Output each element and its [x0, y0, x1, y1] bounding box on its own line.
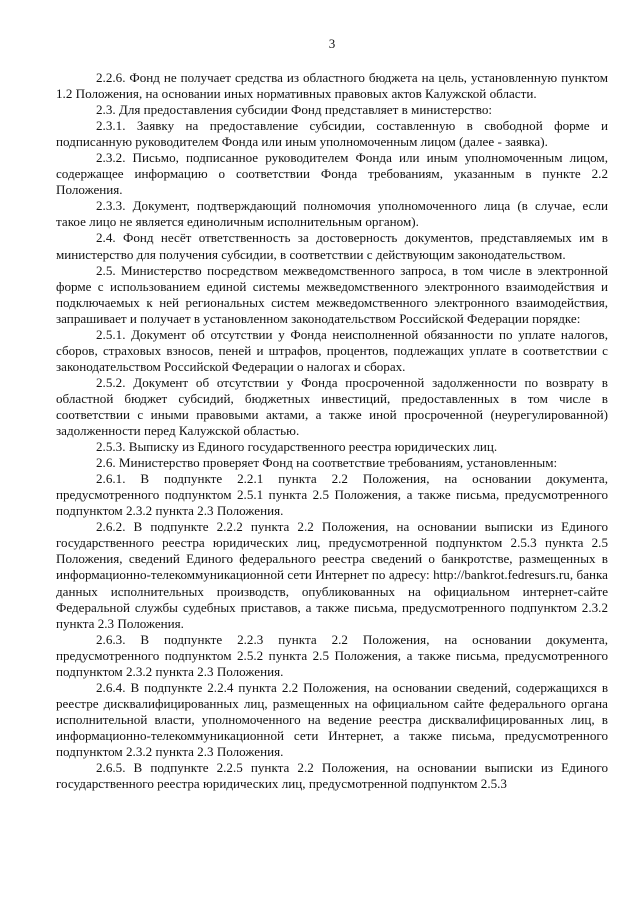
paragraph-2-6: 2.6. Министерство проверяет Фонд на соответствие требованиям, установленным: — [96, 455, 558, 471]
paragraph-2-3: 2.3. Для предоставления субсидии Фонд представляет в министерство: — [96, 102, 493, 118]
paragraph-2-4: 2.4. Фонд несёт ответственность за достоверность документов, представляемых им в министерство для получения субсидии, в соответствии с действующим законодательством. — [56, 230, 608, 262]
paragraph-2-6-2: 2.6.2. В подпункте 2.2.2 пункта 2.2 Положения, на основании выписки из Единого государственного реестра юридических лиц, предусмотренной подпунктом 2.5.3 пункта 2.5 Положения, сведений Единого федерального реестра сведений о банкротстве, размещенных в информационно-телекоммуникационной сети Интернет по адресу: http://bankrot.fedresurs.ru, банка данных исполнительных производств, опубликованных на официальном интернет-сайте Федеральной службы судебных приставов, а также письма, предусмотренного подпунктом 2.3.2 пункта 2.3 Положения. — [56, 519, 608, 631]
paragraph-2-5: 2.5. Министерство посредством межведомственного запроса, в том числе в электронной форме с использованием единой системы межведомственного электронного взаимодействия и подключаемых к ней региональных систем межведомственного электронного взаимодействия, запрашивает и получает в установленном законодательством Российской Федерации порядке: — [56, 262, 608, 326]
page-number: 3 — [328, 36, 336, 51]
paragraph-2-5-3: 2.5.3. Выписку из Единого государственного реестра юридических лиц. — [96, 439, 498, 455]
paragraph-2-6-5: 2.6.5. В подпункте 2.2.5 пункта 2.2 Положения, на основании выписки из Единого государственного реестра юридических лиц, предусмотренной подпунктом 2.5.3 — [56, 760, 608, 792]
paragraph-2-3-2: 2.3.2. Письмо, подписанное руководителем Фонда или иным уполномоченным лицом, содержащее информацию о соответствии Фонда требованиям, указанным в пункте 2.2 Положения. — [56, 150, 608, 198]
paragraph-2-5-1: 2.5.1. Документ об отсутствии у Фонда неисполненной обязанности по уплате налогов, сборов, страховых взносов, пеней и штрафов, процентов, подлежащих уплате в соответствии с законодательством Российской Федерации о налогах и сборах. — [56, 326, 608, 374]
paragraph-2-3-1: 2.3.1. Заявку на предоставление субсидии, составленную в свободной форме и подписанную руководителем Фонда или иным уполномоченным лицом (далее - заявка). — [56, 118, 608, 150]
paragraph-2-3-3: 2.3.3. Документ, подтверждающий полномочия уполномоченного лица (в случае, если такое лицо не является единоличным исполнительным органом). — [56, 198, 608, 230]
paragraph-2-6-1: 2.6.1. В подпункте 2.2.1 пункта 2.2 Положения, на основании документа, предусмотренного подпунктом 2.5.1 пункта 2.5 Положения, а также письма, предусмотренного подпунктом 2.3.2 пункта 2.3 Положения. — [56, 471, 608, 519]
paragraph-2-6-3: 2.6.3. В подпункте 2.2.3 пункта 2.2 Положения, на основании документа, предусмотренного подпунктом 2.5.2 пункта 2.5 Положения, а также письма, предусмотренного подпунктом 2.3.2 пункта 2.3 Положения. — [56, 631, 608, 679]
paragraph-2-6-4: 2.6.4. В подпункте 2.2.4 пункта 2.2 Положения, на основании сведений, содержащихся в реестре дисквалифицированных лиц, размещенных на официальном сайте федерального органа исполнительной власти, уполномоченного на ведение реестра дисквалифицированных лиц, в информационно-телекоммуникационной сети Интернет, а также письма, предусмотренного подпунктом 2.3.2 пункта 2.3 Положения. — [56, 679, 608, 759]
paragraph-2-5-2: 2.5.2. Документ об отсутствии у Фонда просроченной задолженности по возврату в областной бюджет субсидий, бюджетных инвестиций, предоставленных в том числе в соответствии с иными правовыми актами, а также иной просроченной (неурегулированной) задолженности перед Калужской областью. — [56, 374, 608, 439]
paragraph-2-2-6: 2.2.6. Фонд не получает средства из областного бюджета на цель, установленную пунктом 1.2 Положения, на основании иных нормативных правовых актов Калужской области. — [56, 70, 608, 102]
